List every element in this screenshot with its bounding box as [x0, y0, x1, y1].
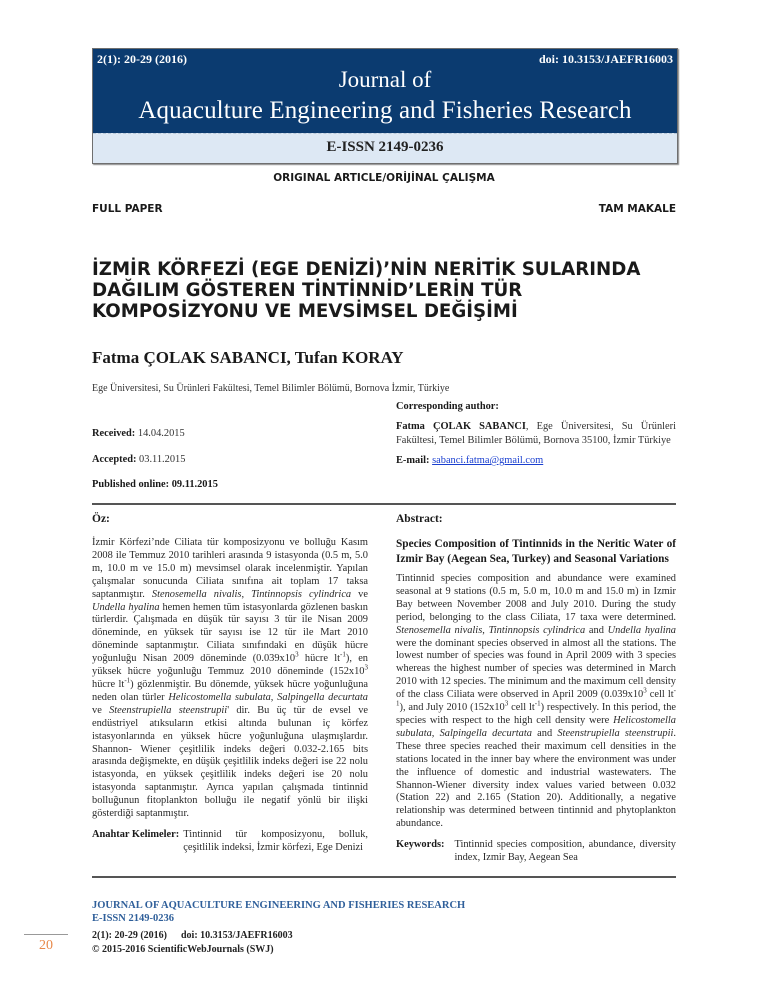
corresponding-heading: Corresponding author:	[396, 401, 499, 412]
banner-journal-title: Aquaculture Engineering and Fisheries Research	[138, 97, 632, 124]
oz-text: ,	[241, 588, 252, 600]
footer-issn: E-ISSN 2149-0236	[92, 913, 174, 924]
abstract-superscript: -1	[396, 686, 676, 708]
email-link[interactable]: sabanci.fatma@gmail.com	[432, 455, 544, 466]
oz-text: hücre lt	[92, 678, 125, 690]
oz-keywords-text: Tintinnid tür komposizyonu, bolluk, çeşitlilik indeksi, İzmir körfezi, Ege Denizi	[183, 828, 368, 853]
paper-type-tr: TAM MAKALE	[598, 203, 676, 215]
corresponding-author-block	[396, 400, 676, 467]
abstract-text: ), and July 2010 (152x10	[399, 702, 505, 714]
oz-text: hemen hemen tüm istasyonlarda gözlenen baskın türlerdir. Çalışmada en düşük tür sayısı 3 tür ile Nisan 2009 döneminde, en yüksek tür sayısı ise 12 tür ile Mart 2010 döneminde saptanmıştır. Ciliata sınıfındaki en düşük hücre yoğunluğu Nisan 2009 döneminde (0.039x10	[92, 601, 368, 665]
oz-text: ve	[351, 588, 368, 600]
received-date	[92, 427, 185, 440]
oz-superscript: 3	[295, 650, 299, 659]
article-type: ORIGINAL ARTICLE/ORİJİNAL ÇALIŞMA	[273, 172, 495, 184]
abstract-text: . These three species reached their maximum cell densities in the stations located in the inner bay where the environment was under the influence of domestic and industrial wastewaters. The Shannon-Wiener diversity index values varied between 0.032 (Station 22) and 2.165 (Station 20). Additionally, a negative relationship was determined between tintinnid and phytoplankton abundance.	[396, 727, 676, 830]
banner-header	[93, 49, 677, 133]
page-number: 20	[39, 938, 53, 953]
corresponding-address	[396, 420, 676, 448]
oz-superscript: 3	[364, 663, 368, 672]
banner-issue: 2(1): 20-29 (2016)	[97, 52, 187, 66]
banner-issn-strip	[93, 133, 677, 163]
footer-issue-block	[92, 929, 676, 957]
abstract-keywords-label: Keywords:	[396, 839, 445, 851]
abstract-text: cell lt	[646, 689, 674, 701]
abstract-keywords-text: Tintinnid species composition, abundance, diversity index, Izmir Bay, Aegean Sea	[454, 839, 676, 864]
divider-top	[92, 503, 676, 505]
paper-type-en: FULL PAPER	[92, 203, 163, 215]
oz-text: hücre lt	[298, 653, 341, 665]
oz-species: Tintinnopsis cylindrica	[251, 588, 352, 600]
corresponding-email	[396, 454, 676, 467]
divider-bottom	[92, 876, 676, 878]
abstract-text: cell lt	[508, 702, 535, 714]
abstract-text: and	[531, 727, 558, 739]
page-footer	[92, 876, 676, 957]
affiliation: Ege Üniversitesi, Su Ürünleri Fakültesi, Temel Bilimler Bölümü, Bornova İzmir, Türkiye	[92, 383, 450, 394]
abstract-superscript: 3	[643, 686, 647, 695]
abstract-text: and	[585, 624, 608, 636]
published-label: Published online:	[92, 479, 170, 490]
corresponding-name: Fatma ÇOLAK SABANCI	[396, 421, 526, 432]
banner-doi: doi: 10.3153/JAEFR16003	[538, 52, 673, 66]
oz-species: Undella hyalina	[92, 601, 160, 613]
oz-superscript: -1	[340, 650, 346, 659]
abstract-title: Species Composition of Tintinnids in the Neritic Water of Izmir Bay (Aegean Sea, Turkey) and Seasonal Variations	[396, 538, 676, 565]
abstract-superscript: -1	[534, 699, 541, 708]
article-title: İZMİR KÖRFEZİ (EGE DENİZİ)’NİN NERİTİK SULARINDA DAĞILIM GÖSTEREN TİNTİNNİD’LERİN TÜR KOMPOSİZYONU VE MEVSİMSEL DEĞİŞİMİ	[92, 259, 641, 322]
accepted-date	[92, 453, 185, 466]
published-value: 09.11.2015	[171, 479, 218, 490]
accepted-value: 03.11.2015	[139, 454, 186, 465]
authors: Fatma ÇOLAK SABANCI, Tufan KORAY	[92, 348, 404, 367]
oz-text: ) gözlenmiştir. Bu dönemde, yüksek hücre yoğunluğuna neden olan türler	[92, 678, 368, 703]
received-label: Received:	[92, 428, 136, 439]
received-value: 14.04.2015	[137, 428, 185, 439]
oz-species: Stenosemella nivalis	[151, 588, 242, 600]
oz-species: Helicostomella subulata, Salpingella decurtata	[168, 691, 368, 703]
footer-journal	[92, 899, 676, 925]
footer-doi: doi: 10.3153/JAEFR16003	[180, 930, 293, 941]
abstract-species: Undella hyalina	[607, 624, 676, 636]
abstract-keywords	[396, 839, 676, 865]
abstract-species: Steenstrupiella steenstrupii	[557, 727, 674, 739]
oz-text: ve	[92, 704, 110, 716]
footer-journal-name: JOURNAL OF AQUACULTURE ENGINEERING AND FISHERIES RESEARCH	[92, 900, 466, 911]
banner-issn: E-ISSN 2149-0236	[326, 139, 444, 155]
oz-column	[92, 512, 368, 855]
abstract-superscript: 3	[504, 699, 509, 708]
abstract-heading: Abstract:	[396, 513, 443, 525]
abstract-species: Stenosemella nivalis	[396, 624, 483, 636]
accepted-label: Accepted:	[92, 454, 137, 465]
journal-banner	[92, 48, 678, 164]
oz-heading: Öz:	[92, 513, 110, 525]
footer-copyright: © 2015-2016 ScientificWebJournals (SWJ)	[92, 944, 274, 955]
corresponding-address-text: , Ege Üniversitesi, Su Ürünleri Fakültesi, Temel Bilimler Bölümü, Bornova 35100, İzmir Türkiye	[396, 421, 676, 446]
banner-journal-of: Journal of	[338, 67, 432, 92]
abstract-species: Helicostomella subulata, Salpingella decurtata	[396, 714, 676, 739]
published-date	[92, 478, 218, 491]
oz-keywords-label: Anahtar Kelimeler:	[92, 828, 180, 840]
abstract-body	[396, 573, 676, 831]
footer-issue: 2(1): 20-29 (2016)	[92, 930, 167, 941]
abstract-text: were the dominant species observed in almost all the stations. The lowest number of species was found in April 2009 with 3 species whereas the highest number of species was determined in March 2010 with 12 species. The minimum and the maximum cell density of the class Ciliata were observed in April 2009 (0.039x10	[396, 637, 676, 701]
email-label: E-mail:	[396, 455, 430, 466]
oz-superscript: -1	[124, 676, 131, 685]
page-number-rule	[24, 934, 68, 935]
oz-body	[92, 537, 368, 821]
oz-text: ), en yüksek hücre yoğunluğu Temmuz 2010 döneminde (152x10	[92, 653, 369, 678]
abstract-species: Tintinnopsis cylindrica	[488, 624, 586, 636]
oz-text: ' dir. Bu üç tür de evsel ve endüstriyel atıksuların etkisi altında bulunan iç körfez istasyonlarında en yüksek hücre yoğunluğuna ulaşmışlardır. Shannon- Wiener çeşitlilik indeks değeri 0.032-2.165 bits arasında değişmekte, en düşük çeşitlilik indeks değeri ise 22 nolu istasyonda, en yüksek çeşitlilik indeks değeri ise 20 nolu istasyonda saptanmıştır. Ayrıca yapılan çalışmada tintinnid bolluğunun fitoplankton bolluğu ile negatif yönlü bir ilişki gösterdiği saptanmıştır.	[92, 704, 369, 820]
oz-species: Steenstrupiella steenstrupii	[109, 704, 228, 716]
oz-keywords	[92, 829, 368, 855]
abstract-text: Tintinnid species composition and abundance were examined seasonal at 9 stations (0.5 m, 5.0 m, 10.0 m and 15.0 m) in Izmir Bay between November 2008 and July 2010. During the study period, belonging to the class Ciliata, 17 taxa were determined.	[396, 573, 676, 623]
abstract-text: ,	[482, 624, 489, 636]
oz-text: İzmir Körfezi’nde Ciliata tür komposizyonu ve bolluğu Kasım 2008 ile Temmuz 2010 tarihleri arasında 9 istasyonda (0.5 m, 5.0 m, 10.0 m ve 15.0 m) mevsimsel olarak incelenmiştir. Yapılan çalışmalar sonucunda Ciliata sınıfına ait toplam 17 taksa saptanmıştır.	[92, 537, 368, 600]
abstract-column	[396, 512, 676, 865]
abstract-text: ) respectively. In this period, the species with respect to the high cell density were	[396, 702, 676, 726]
